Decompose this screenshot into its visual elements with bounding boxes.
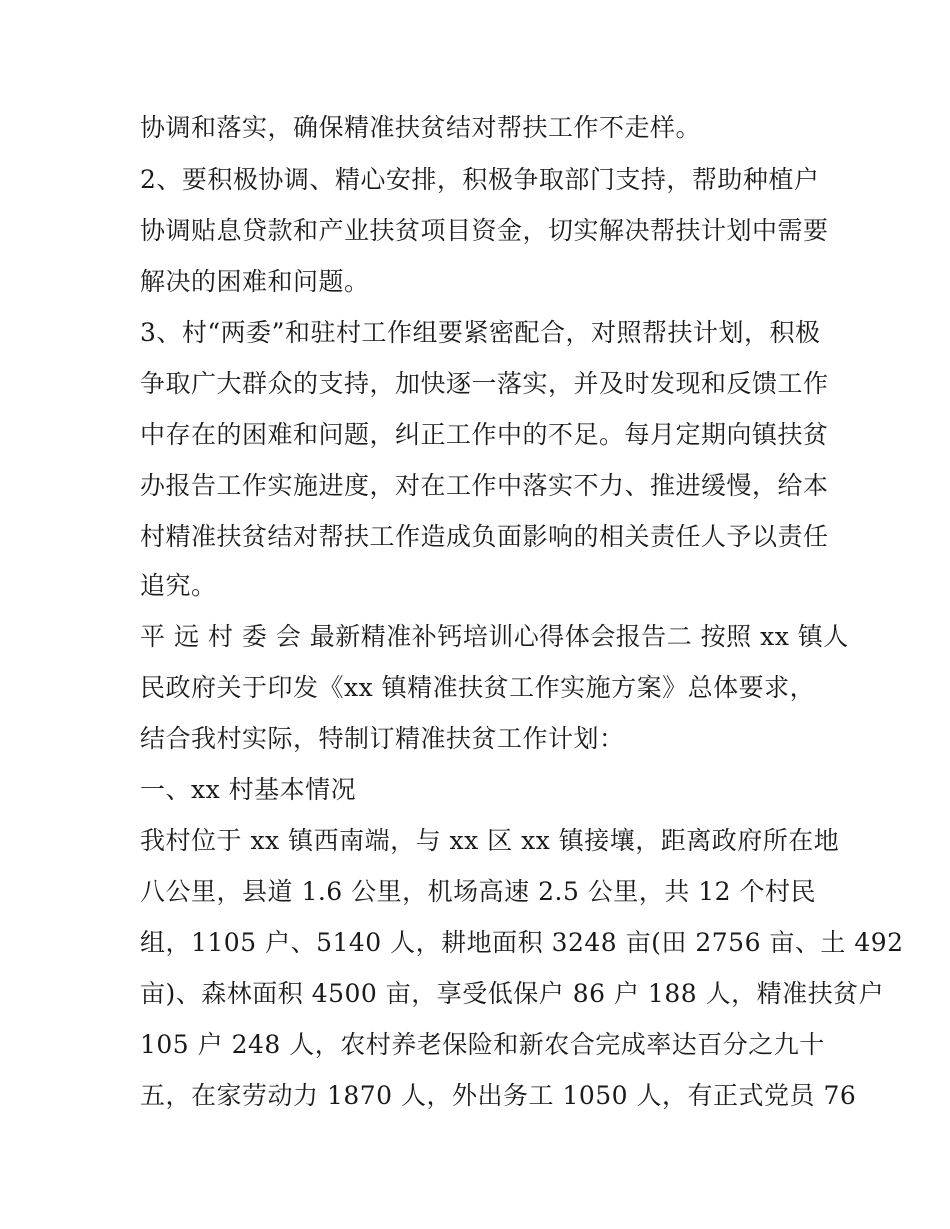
text-line-5: 3、村“两委”和驻村工作组要紧密配合，对照帮扶计划，积极 — [140, 318, 821, 347]
text-line-15: 我村位于 xx 镇西南端，与 xx 区 xx 镇接壤，距离政府所在地 — [140, 826, 840, 855]
text-line-17: 组，1105 户、5140 人，耕地面积 3248 亩(田 2756 亩、土 492 — [140, 928, 904, 957]
text-line-3: 协调贴息贷款和产业扶贫项目资金，切实解决帮扶计划中需要 — [140, 216, 829, 245]
text-line-12: 民政府关于印发《xx 镇精准扶贫工作实施方案》总体要求， — [140, 673, 816, 702]
text-line-10: 追究。 — [140, 571, 217, 600]
text-line-18: 亩)、森林面积 4500 亩，享受低保户 86 户 188 人，精准扶贫户 — [140, 979, 885, 1008]
text-line-19: 105 户 248 人，农村养老保险和新农合完成率达百分之九十 — [140, 1030, 825, 1059]
text-line-13: 结合我村实际，特制订精准扶贫工作计划： — [140, 724, 625, 753]
text-line-20: 五，在家劳动力 1870 人，外出务工 1050 人，有正式党员 76 — [140, 1081, 857, 1110]
text-line-14: 一、xx 村基本情况 — [140, 775, 357, 804]
text-line-7: 中存在的困难和问题，纠正工作中的不足。每月定期向镇扶贫 — [140, 420, 829, 449]
text-line-8: 办报告工作实施进度，对在工作中落实不力、推进缓慢，给本 — [140, 471, 829, 500]
text-line-2: 2、要积极协调、精心安排，积极争取部门支持，帮助种植户 — [140, 165, 820, 194]
text-line-9: 村精准扶贫结对帮扶工作造成负面影响的相关责任人予以责任 — [140, 522, 829, 551]
text-line-6: 争取广大群众的支持，加快逐一落实，并及时发现和反馈工作 — [140, 369, 829, 398]
text-line-11: 平 远 村 委 会 最新精准补钙培训心得体会报告二 按照 xx 镇人 — [140, 622, 849, 651]
text-line-1: 协调和落实，确保精准扶贫结对帮扶工作不走样。 — [140, 113, 702, 142]
text-line-16: 八公里，县道 1.6 公里，机场高速 2.5 公里，共 12 个村民 — [140, 877, 817, 906]
text-line-4: 解决的困难和问题。 — [140, 267, 370, 296]
